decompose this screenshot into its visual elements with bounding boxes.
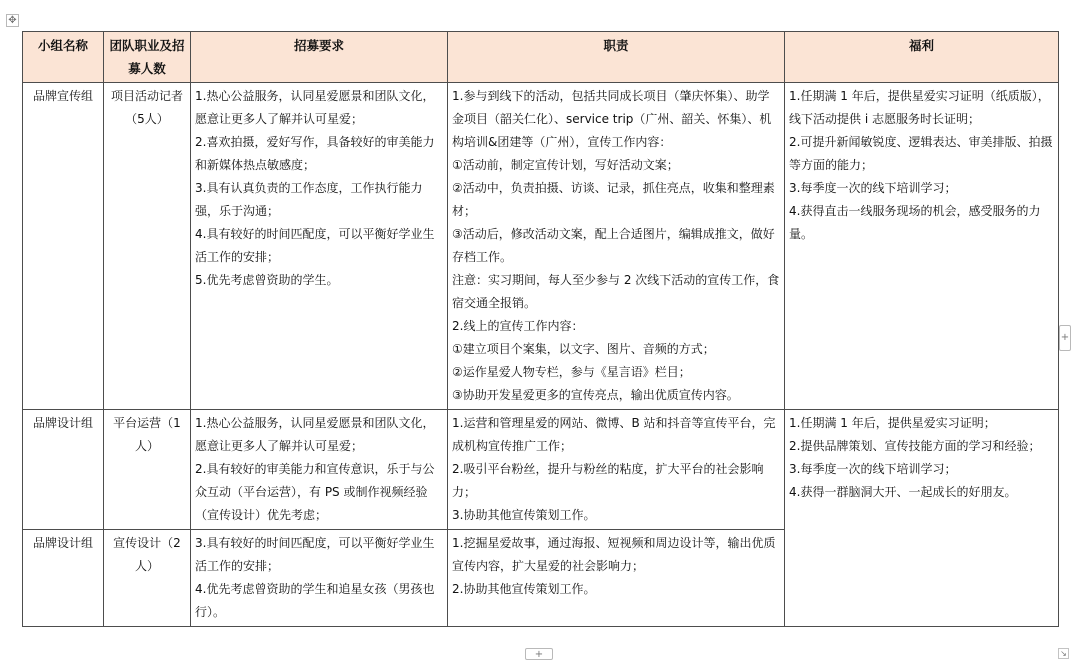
add-column-button[interactable]: + — [1059, 325, 1071, 351]
group-name-cell[interactable]: 品牌宣传组 — [23, 83, 104, 410]
recruitment-table — [22, 31, 1059, 627]
duty-line: ③活动后，修改活动文案，配上合适图片，编辑成推文，做好存档工作。 — [452, 227, 775, 264]
duty-line: 1.挖掘星爱故事，通过海报、短视频和周边设计等，输出优质宣传内容，扩大星爱的社会影响力； — [452, 536, 776, 573]
benefit-line: 3.每季度一次的线下培训学习； — [789, 462, 957, 476]
benefit-line: 1.任期满 1 年后，提供星爱实习证明（纸质版），线下活动提供 i 志愿服务时长证明； — [789, 89, 1050, 126]
role-cell[interactable]: 平台运营（1人） — [104, 410, 191, 530]
group-name-cell[interactable]: 品牌设计组 — [23, 410, 104, 530]
table-row-brand-design-platform — [23, 410, 1059, 530]
table-resize-handle[interactable]: ↘ — [1058, 648, 1069, 659]
duty-line: ③协助开发星爱更多的宣传亮点，输出优质宣传内容。 — [452, 388, 739, 402]
duty-line: ②运作星爱人物专栏，参与《星言语》栏目； — [452, 365, 691, 379]
table-move-handle[interactable]: ✥ — [6, 14, 19, 27]
header-requirements: 招募要求 — [191, 32, 448, 83]
group-name-cell[interactable]: 品牌设计组 — [23, 530, 104, 627]
duty-line: 注意：实习期间，每人至少参与 2 次线下活动的宣传工作，食宿交通全报销。 — [452, 273, 780, 310]
requirement-line: 1.热心公益服务，认同星爱愿景和团队文化，愿意让更多人了解并认可星爱； — [195, 89, 435, 126]
duty-line: ①活动前，制定宣传计划，写好活动文案； — [452, 158, 679, 172]
duty-line: 1.参与到线下的活动，包括共同成长项目（肇庆怀集）、助学金项目（韶关仁化）、service trip（广州、韶关、怀集）、机构培训&团建等（广州），宣传工作内容： — [452, 89, 772, 149]
role-cell[interactable]: 宣传设计（2人） — [104, 530, 191, 627]
requirement-line: 5.优先考虑曾资助的学生。 — [195, 273, 339, 287]
header-role-headcount: 团队职业及招募人数 — [104, 32, 191, 83]
requirement-line: 3.具有较好的时间匹配度，可以平衡好学业生活工作的安排； — [195, 536, 435, 573]
requirements-cell[interactable] — [191, 410, 448, 530]
requirements-cell[interactable] — [191, 83, 448, 410]
duty-line: 2.吸引平台粉丝，提升与粉丝的粘度，扩大平台的社会影响力； — [452, 462, 764, 499]
benefit-line: 3.每季度一次的线下培训学习； — [789, 181, 957, 195]
requirement-line: 3.具有认真负责的工作态度，工作执行能力强，乐于沟通； — [195, 181, 423, 218]
duties-cell[interactable] — [448, 83, 785, 410]
benefit-line: 4.获得一群脑洞大开、一起成长的好朋友。 — [789, 485, 1017, 499]
benefits-cell[interactable] — [785, 410, 1059, 627]
duty-line: 2.线上的宣传工作内容： — [452, 319, 584, 333]
requirement-line: 4.优先考虑曾资助的学生和追星女孩（男孩也行）。 — [195, 582, 435, 619]
benefits-cell[interactable] — [785, 83, 1059, 410]
requirement-line: 4.具有较好的时间匹配度，可以平衡好学业生活工作的安排； — [195, 227, 435, 264]
duties-cell[interactable] — [448, 530, 785, 627]
benefit-line: 1.任期满 1 年后，提供星爱实习证明； — [789, 416, 996, 430]
duty-line: 3.协助其他宣传策划工作。 — [452, 508, 596, 522]
requirement-line: 2.具有较好的审美能力和宣传意识，乐于与公众互动（平台运营），有 PS 或制作视频经验（宣传设计）优先考虑； — [195, 462, 435, 522]
benefit-line: 2.提供品牌策划、宣传技能方面的学习和经验； — [789, 439, 1041, 453]
requirement-line: 1.热心公益服务，认同星爱愿景和团队文化，愿意让更多人了解并认可星爱； — [195, 416, 435, 453]
add-row-button[interactable]: + — [525, 648, 553, 660]
requirement-line: 2.喜欢拍摄，爱好写作，具备较好的审美能力和新媒体热点敏感度； — [195, 135, 435, 172]
duty-line: ②活动中，负责拍摄、访谈、记录，抓住亮点，收集和整理素材； — [452, 181, 775, 218]
header-benefits: 福利 — [785, 32, 1059, 83]
header-duties: 职责 — [448, 32, 785, 83]
duty-line: 2.协助其他宣传策划工作。 — [452, 582, 596, 596]
benefit-line: 2.可提升新闻敏锐度、逻辑表达、审美排版、拍摄等方面的能力； — [789, 135, 1053, 172]
duty-line: 1.运营和管理星爱的网站、微博、B 站和抖音等宣传平台，完成机构宣传推广工作； — [452, 416, 776, 453]
role-cell[interactable]: 项目活动记者（5人） — [104, 83, 191, 410]
duties-cell[interactable] — [448, 410, 785, 530]
benefit-line: 4.获得直击一线服务现场的机会，感受服务的力量。 — [789, 204, 1041, 241]
table-row-brand-publicity — [23, 83, 1059, 410]
header-group-name: 小组名称 — [23, 32, 104, 83]
header-row — [23, 32, 1059, 83]
requirements-cell[interactable] — [191, 530, 448, 627]
duty-line: ①建立项目个案集，以文字、图片、音频的方式； — [452, 342, 715, 356]
